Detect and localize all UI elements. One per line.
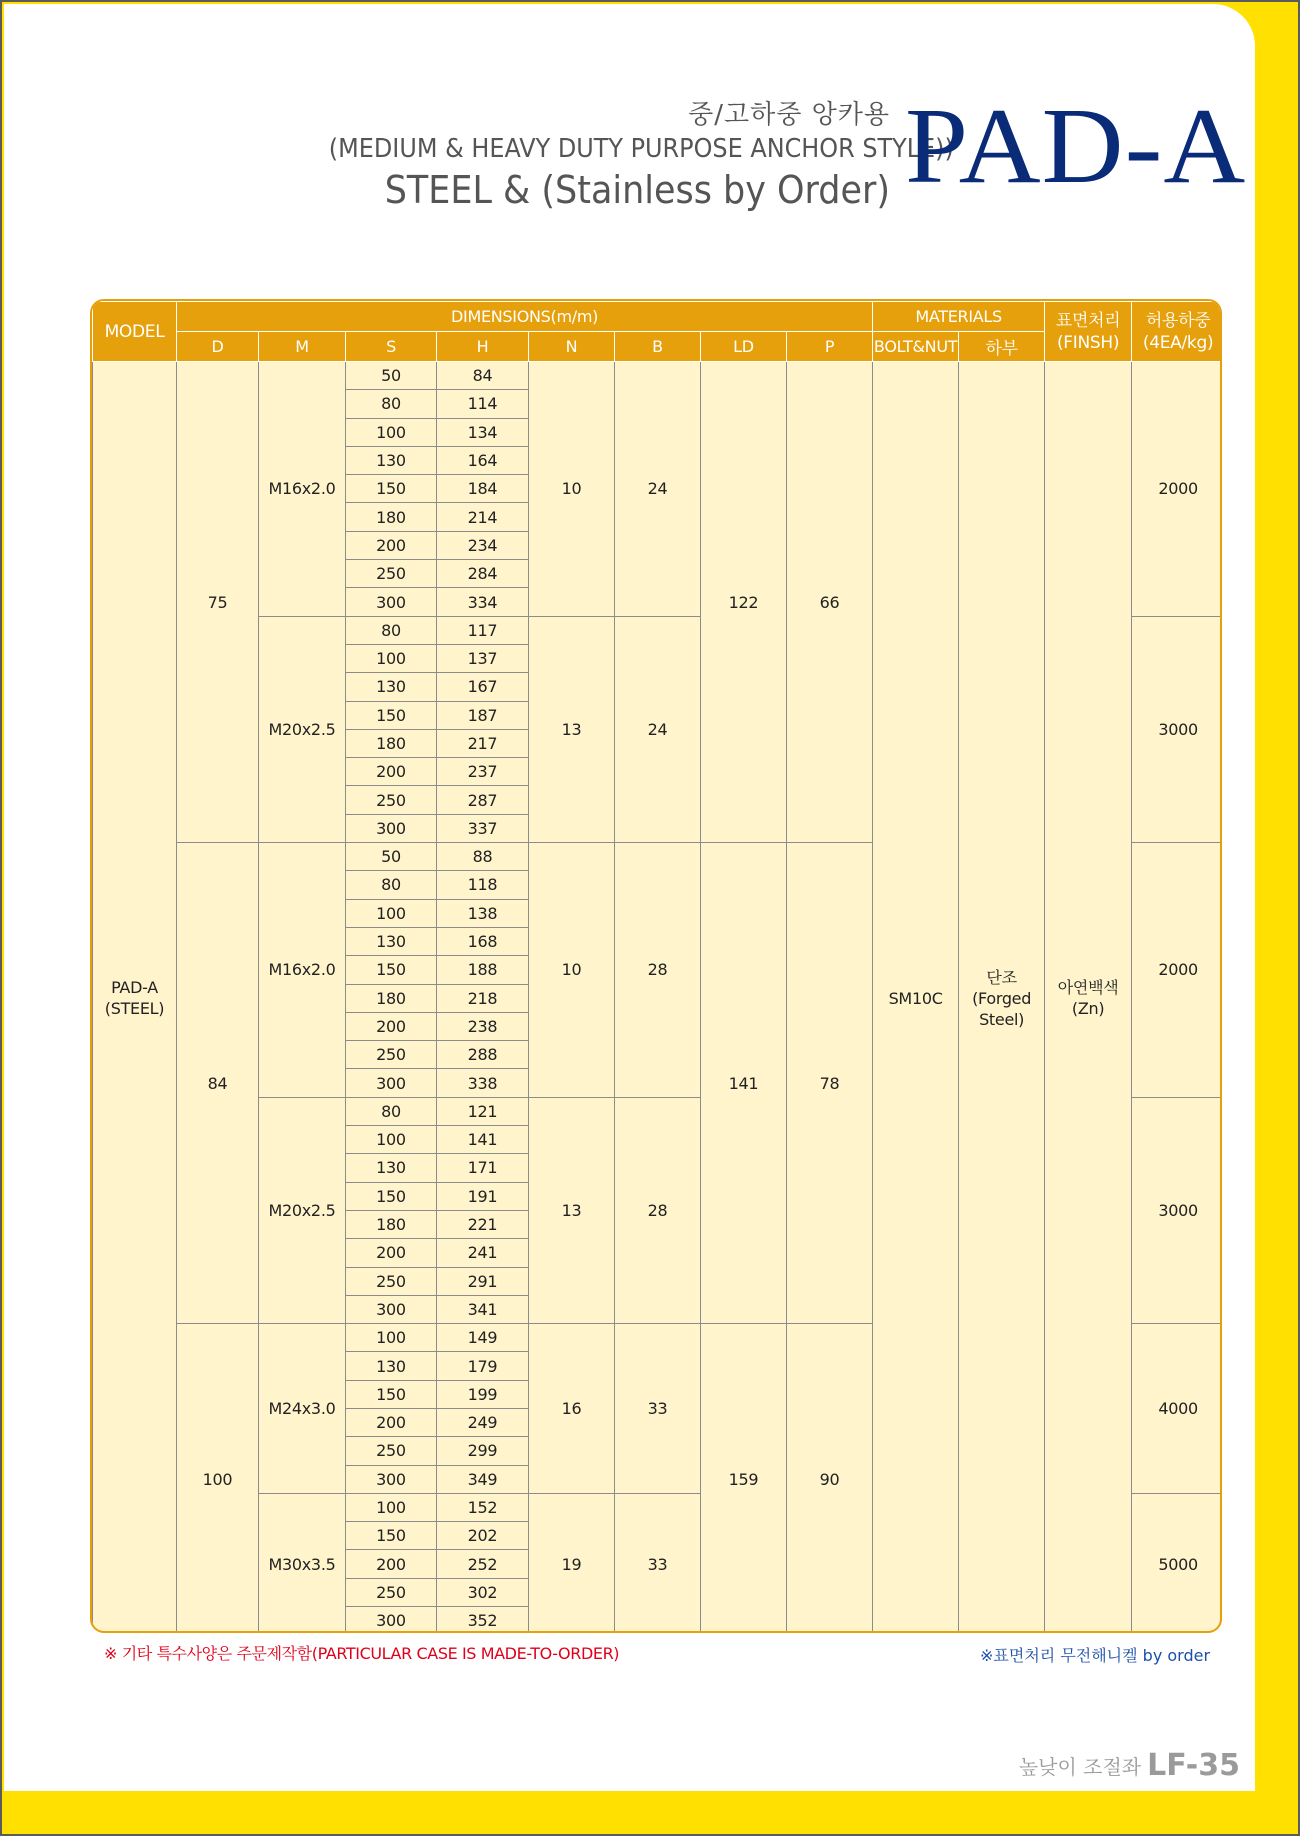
height-h: 221 <box>437 1210 529 1238</box>
header-dimensions: DIMENSIONS(m/m) <box>177 302 873 332</box>
length-s: 200 <box>346 758 437 786</box>
spec-table <box>92 301 1222 1633</box>
header-load <box>1132 302 1222 362</box>
value-b: 28 <box>615 843 701 1098</box>
diameter-d: 75 <box>177 362 259 843</box>
height-h: 234 <box>437 531 529 559</box>
length-s: 250 <box>346 1578 437 1606</box>
header-h: H <box>437 332 529 362</box>
header-materials: MATERIALS <box>873 302 1045 332</box>
header-load-ko: 허용하중 <box>1145 310 1211 331</box>
value-b: 33 <box>615 1493 701 1633</box>
bolt-nut-material: SM10C <box>873 362 959 1634</box>
allowable-load: 3000 <box>1132 1097 1222 1323</box>
header-finish-en: (FINSH) <box>1056 332 1120 353</box>
length-s: 100 <box>346 1493 437 1521</box>
height-h: 284 <box>437 560 529 588</box>
allowable-load: 2000 <box>1132 843 1222 1098</box>
header-model: MODEL <box>93 302 177 362</box>
allowable-load: 3000 <box>1132 616 1222 842</box>
length-s: 180 <box>346 729 437 757</box>
height-h: 349 <box>437 1465 529 1493</box>
height-h: 238 <box>437 1012 529 1040</box>
height-h: 199 <box>437 1380 529 1408</box>
height-h: 291 <box>437 1267 529 1295</box>
length-s: 150 <box>346 475 437 503</box>
header-finish <box>1045 302 1132 362</box>
height-h: 188 <box>437 956 529 984</box>
height-h: 217 <box>437 729 529 757</box>
header-n: N <box>529 332 615 362</box>
header-ld: LD <box>701 332 787 362</box>
value-ld: 159 <box>701 1324 787 1633</box>
height-h: 167 <box>437 673 529 701</box>
length-s: 150 <box>346 956 437 984</box>
table-row <box>93 362 1223 390</box>
product-name: PAD-A <box>905 87 1247 206</box>
value-n: 10 <box>529 362 615 617</box>
length-s: 250 <box>346 1041 437 1069</box>
surface-finish-line-1: 아연백색 <box>1057 978 1119 998</box>
height-h: 202 <box>437 1522 529 1550</box>
base-material-line-3: Steel) <box>979 1009 1025 1029</box>
header-s: S <box>346 332 437 362</box>
value-p: 66 <box>787 362 873 843</box>
base-material <box>959 362 1045 1634</box>
length-s: 300 <box>346 814 437 842</box>
height-h: 117 <box>437 616 529 644</box>
value-n: 10 <box>529 843 615 1098</box>
custom-order-note: ※ 기타 특수사양은 주문제작함(PARTICULAR CASE IS MADE-TO-ORDER) <box>104 1644 620 1663</box>
thread-m: M20x2.5 <box>259 616 346 842</box>
allowable-load: 5000 <box>1132 1493 1222 1633</box>
height-h: 252 <box>437 1550 529 1578</box>
height-h: 237 <box>437 758 529 786</box>
length-s: 130 <box>346 673 437 701</box>
length-s: 100 <box>346 644 437 672</box>
length-s: 250 <box>346 560 437 588</box>
thread-m: M16x2.0 <box>259 843 346 1098</box>
length-s: 300 <box>346 1465 437 1493</box>
height-h: 191 <box>437 1182 529 1210</box>
length-s: 300 <box>346 1607 437 1633</box>
english-subtitle: (MEDIUM & HEAVY DUTY PURPOSE ANCHOR STYLE)) <box>328 134 954 164</box>
height-h: 352 <box>437 1607 529 1633</box>
length-s: 250 <box>346 1267 437 1295</box>
height-h: 334 <box>437 588 529 616</box>
length-s: 300 <box>346 1295 437 1323</box>
length-s: 200 <box>346 531 437 559</box>
length-s: 150 <box>346 1380 437 1408</box>
surface-finish <box>1045 362 1132 1634</box>
value-ld: 141 <box>701 843 787 1324</box>
value-n: 16 <box>529 1324 615 1494</box>
value-n: 13 <box>529 1097 615 1323</box>
height-h: 141 <box>437 1126 529 1154</box>
height-h: 179 <box>437 1352 529 1380</box>
value-b: 28 <box>615 1097 701 1323</box>
model-cell <box>93 362 177 1634</box>
height-h: 84 <box>437 362 529 390</box>
height-h: 341 <box>437 1295 529 1323</box>
height-h: 214 <box>437 503 529 531</box>
length-s: 300 <box>346 588 437 616</box>
length-s: 50 <box>346 843 437 871</box>
height-h: 241 <box>437 1239 529 1267</box>
length-s: 100 <box>346 1324 437 1352</box>
length-s: 300 <box>346 1069 437 1097</box>
length-s: 100 <box>346 418 437 446</box>
header-p: P <box>787 332 873 362</box>
height-h: 218 <box>437 984 529 1012</box>
diameter-d: 84 <box>177 843 259 1324</box>
value-n: 13 <box>529 616 615 842</box>
length-s: 130 <box>346 1352 437 1380</box>
length-s: 130 <box>346 927 437 955</box>
header-finish-ko: 표면처리 <box>1055 310 1121 331</box>
height-h: 299 <box>437 1437 529 1465</box>
height-h: 168 <box>437 927 529 955</box>
length-s: 50 <box>346 362 437 390</box>
height-h: 121 <box>437 1097 529 1125</box>
value-b: 24 <box>615 362 701 617</box>
height-h: 149 <box>437 1324 529 1352</box>
thread-m: M16x2.0 <box>259 362 346 617</box>
length-s: 250 <box>346 1437 437 1465</box>
footer-section-title: 높낮이 조절좌 <box>1018 1755 1142 1779</box>
height-h: 288 <box>437 1041 529 1069</box>
model-line-2: (STEEL) <box>104 999 165 1019</box>
length-s: 80 <box>346 871 437 899</box>
length-s: 100 <box>346 1126 437 1154</box>
length-s: 250 <box>346 786 437 814</box>
spec-table-body <box>93 362 1223 1634</box>
page-footer <box>1019 1748 1240 1783</box>
length-s: 150 <box>346 1522 437 1550</box>
value-ld: 122 <box>701 362 787 843</box>
allowable-load: 2000 <box>1132 362 1222 617</box>
height-h: 302 <box>437 1578 529 1606</box>
height-h: 337 <box>437 814 529 842</box>
thread-m: M30x3.5 <box>259 1493 346 1633</box>
header-load-en: (4EA/kg) <box>1142 332 1214 353</box>
spec-table-container <box>90 299 1222 1633</box>
value-p: 78 <box>787 843 873 1324</box>
length-s: 80 <box>346 616 437 644</box>
height-h: 152 <box>437 1493 529 1521</box>
height-h: 118 <box>437 871 529 899</box>
base-material-line-2: (Forged <box>972 988 1032 1008</box>
length-s: 150 <box>346 1182 437 1210</box>
length-s: 80 <box>346 390 437 418</box>
length-s: 130 <box>346 1154 437 1182</box>
length-s: 100 <box>346 899 437 927</box>
height-h: 187 <box>437 701 529 729</box>
height-h: 138 <box>437 899 529 927</box>
height-h: 137 <box>437 644 529 672</box>
length-s: 200 <box>346 1239 437 1267</box>
diameter-d: 100 <box>177 1324 259 1633</box>
header-d: D <box>177 332 259 362</box>
height-h: 249 <box>437 1408 529 1436</box>
allowable-load: 4000 <box>1132 1324 1222 1494</box>
value-b: 24 <box>615 616 701 842</box>
height-h: 88 <box>437 843 529 871</box>
value-b: 33 <box>615 1324 701 1494</box>
thread-m: M24x3.0 <box>259 1324 346 1494</box>
header-bolt-nut: BOLT&NUT <box>873 332 959 362</box>
length-s: 180 <box>346 1210 437 1238</box>
length-s: 80 <box>346 1097 437 1125</box>
length-s: 200 <box>346 1550 437 1578</box>
length-s: 180 <box>346 503 437 531</box>
length-s: 200 <box>346 1012 437 1040</box>
length-s: 200 <box>346 1408 437 1436</box>
height-h: 134 <box>437 418 529 446</box>
page-number: LF-35 <box>1147 1748 1240 1783</box>
value-n: 19 <box>529 1493 615 1633</box>
model-line-1: PAD-A <box>111 978 158 998</box>
base-material-line-1: 단조 <box>986 967 1017 987</box>
header-m: M <box>259 332 346 362</box>
value-p: 90 <box>787 1324 873 1633</box>
length-s: 130 <box>346 446 437 474</box>
korean-subtitle: 중/고하중 앙카용 <box>688 100 890 130</box>
height-h: 338 <box>437 1069 529 1097</box>
material-line: STEEL & (Stainless by Order) <box>384 168 890 212</box>
height-h: 287 <box>437 786 529 814</box>
plating-note: ※표면처리 무전해니켈 by order <box>980 1646 1211 1665</box>
height-h: 114 <box>437 390 529 418</box>
height-h: 184 <box>437 475 529 503</box>
header-b: B <box>615 332 701 362</box>
length-s: 150 <box>346 701 437 729</box>
header-base: 하부 <box>959 332 1045 362</box>
height-h: 164 <box>437 446 529 474</box>
height-h: 171 <box>437 1154 529 1182</box>
page-heading <box>280 98 954 214</box>
length-s: 180 <box>346 984 437 1012</box>
surface-finish-line-2: (Zn) <box>1071 999 1105 1019</box>
thread-m: M20x2.5 <box>259 1097 346 1323</box>
